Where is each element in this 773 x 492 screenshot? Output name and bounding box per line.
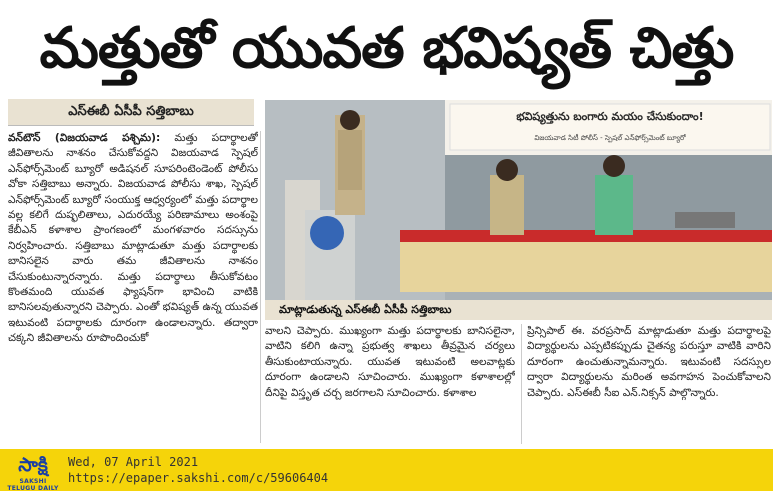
column-divider (521, 324, 522, 444)
photo-caption: మాట్లాడుతున్న ఎస్ఈబీ ఏసీపీ సత్తిబాబు (265, 300, 772, 320)
column-divider (260, 131, 261, 443)
footer-bar (0, 449, 773, 491)
article-column-3: ప్రిన్సిపాల్ ఈ. వరప్రసాద్ మాట్లాడుతూ మత్తు పదార్థాలపై విద్యార్థులను ఎప్పటికప్పుడు చైతన్య పరుస్తూ వాటికి వారిని దూరంగా ఉంచుతున్నామన్నారు. ఇటువంటి సదస్సుల ద్వారా విద్యార్థులను మరింత అవగాహన పెంచుకోవాలని చెప్పారు. ఎస్ఈబీ సీఐ ఎన్.నిక్సన్ పాల్గొన్నారు. (527, 325, 771, 399)
article-column-1 (8, 131, 258, 446)
logo-subtext: SAKSHI TELUGU DAILY (7, 478, 59, 492)
sakshi-logo (5, 452, 61, 492)
news-photo (265, 100, 772, 300)
photo-illustration (265, 100, 772, 300)
edition-date: Wed, 07 April 2021 (68, 455, 199, 469)
byline: ఎస్ఈబీ ఏసీపీ సత్తిబాబు (68, 104, 194, 119)
article-text-1: మత్తు పదార్థాలతో జీవితాలను నాశనం చేసుకోవద్దని విజయవాడ స్పెషల్ ఎన్‌ఫోర్స్‌మెంట్ బ్యూరో అడిషనల్ సూపరింటెండెంట్ పోలీసు వోకా సత్తిబాబు అన్నారు. విజయవాడ పోలీసు శాఖ, స్పెషల్ ఎన్‌ఫోర్స్‌మెంట్ బ్యూరో సంయుక్త ఆధ్వర్యంలో మత్తు పదార్థాల వల్ల కలిగే దుష్ఫలితాలు, ఎదురయ్యే పరిణామాలు అంశంపై కేబీఎన్ కళాశాల ప్రాంగణంలో మంగళవారం సదస్సును నిర్వహించారు. సత్తిబాబు మాట్లాడుతూ మత్తు పదార్థాలకు బానిసలైన వారు తమ జీవితాలను నాశనం చేసుకుంటున్నారన్నారు. మత్తు పదార్థాలు తీసుకోవటం కొంతమంది యువత ఫ్యాషన్‌గా భావించి వాటికి బానిసలవుతున్నారని చెప్పారు. ఎంతో భవిష్యత్ ఉన్న యువత ఇటువంటి పదార్థాలకు దూరంగా ఉండాలన్నారు. తద్వారా చక్కని జీవితాలను రూపొందించుకో (8, 132, 258, 345)
logo-text: సాక్షి (18, 454, 48, 476)
dateline: వన్‌టౌన్ (విజయవాడ పశ్చిమ): (8, 132, 161, 144)
headline: మత్తుతో యువత భవిష్యత్ చిత్తు (39, 16, 734, 81)
article-column-2: వాలని చెప్పారు. ముఖ్యంగా మత్తు పదార్థాలకు బానిసలైనా, వాటిని కలిగి ఉన్నా ప్రభుత్వ శాఖలు తీవ్రమైన చర్యలు తీసుకుంటాయన్నారు. యువత ఇటువంటి అలవాట్లకు దూరంగా ఉండాలని సూచించారు. ముఖ్యంగా కళాశాలల్లో దీనిపై విస్తృత చర్చ జరగాలని సూచించారు. కళాశాల (265, 325, 515, 399)
banner-text: భవిష్యత్తును బంగారు మయం చేసుకుందాం! (516, 110, 704, 123)
banner-subtext: విజయవాడ సిటీ పోలీస్ - స్పెషల్ ఎన్‌ఫోర్స్‌మెంట్ బ్యూరో (534, 134, 686, 142)
epaper-link[interactable]: https://epaper.sakshi.com/c/59606404 (68, 471, 329, 485)
byline-box (8, 99, 254, 126)
